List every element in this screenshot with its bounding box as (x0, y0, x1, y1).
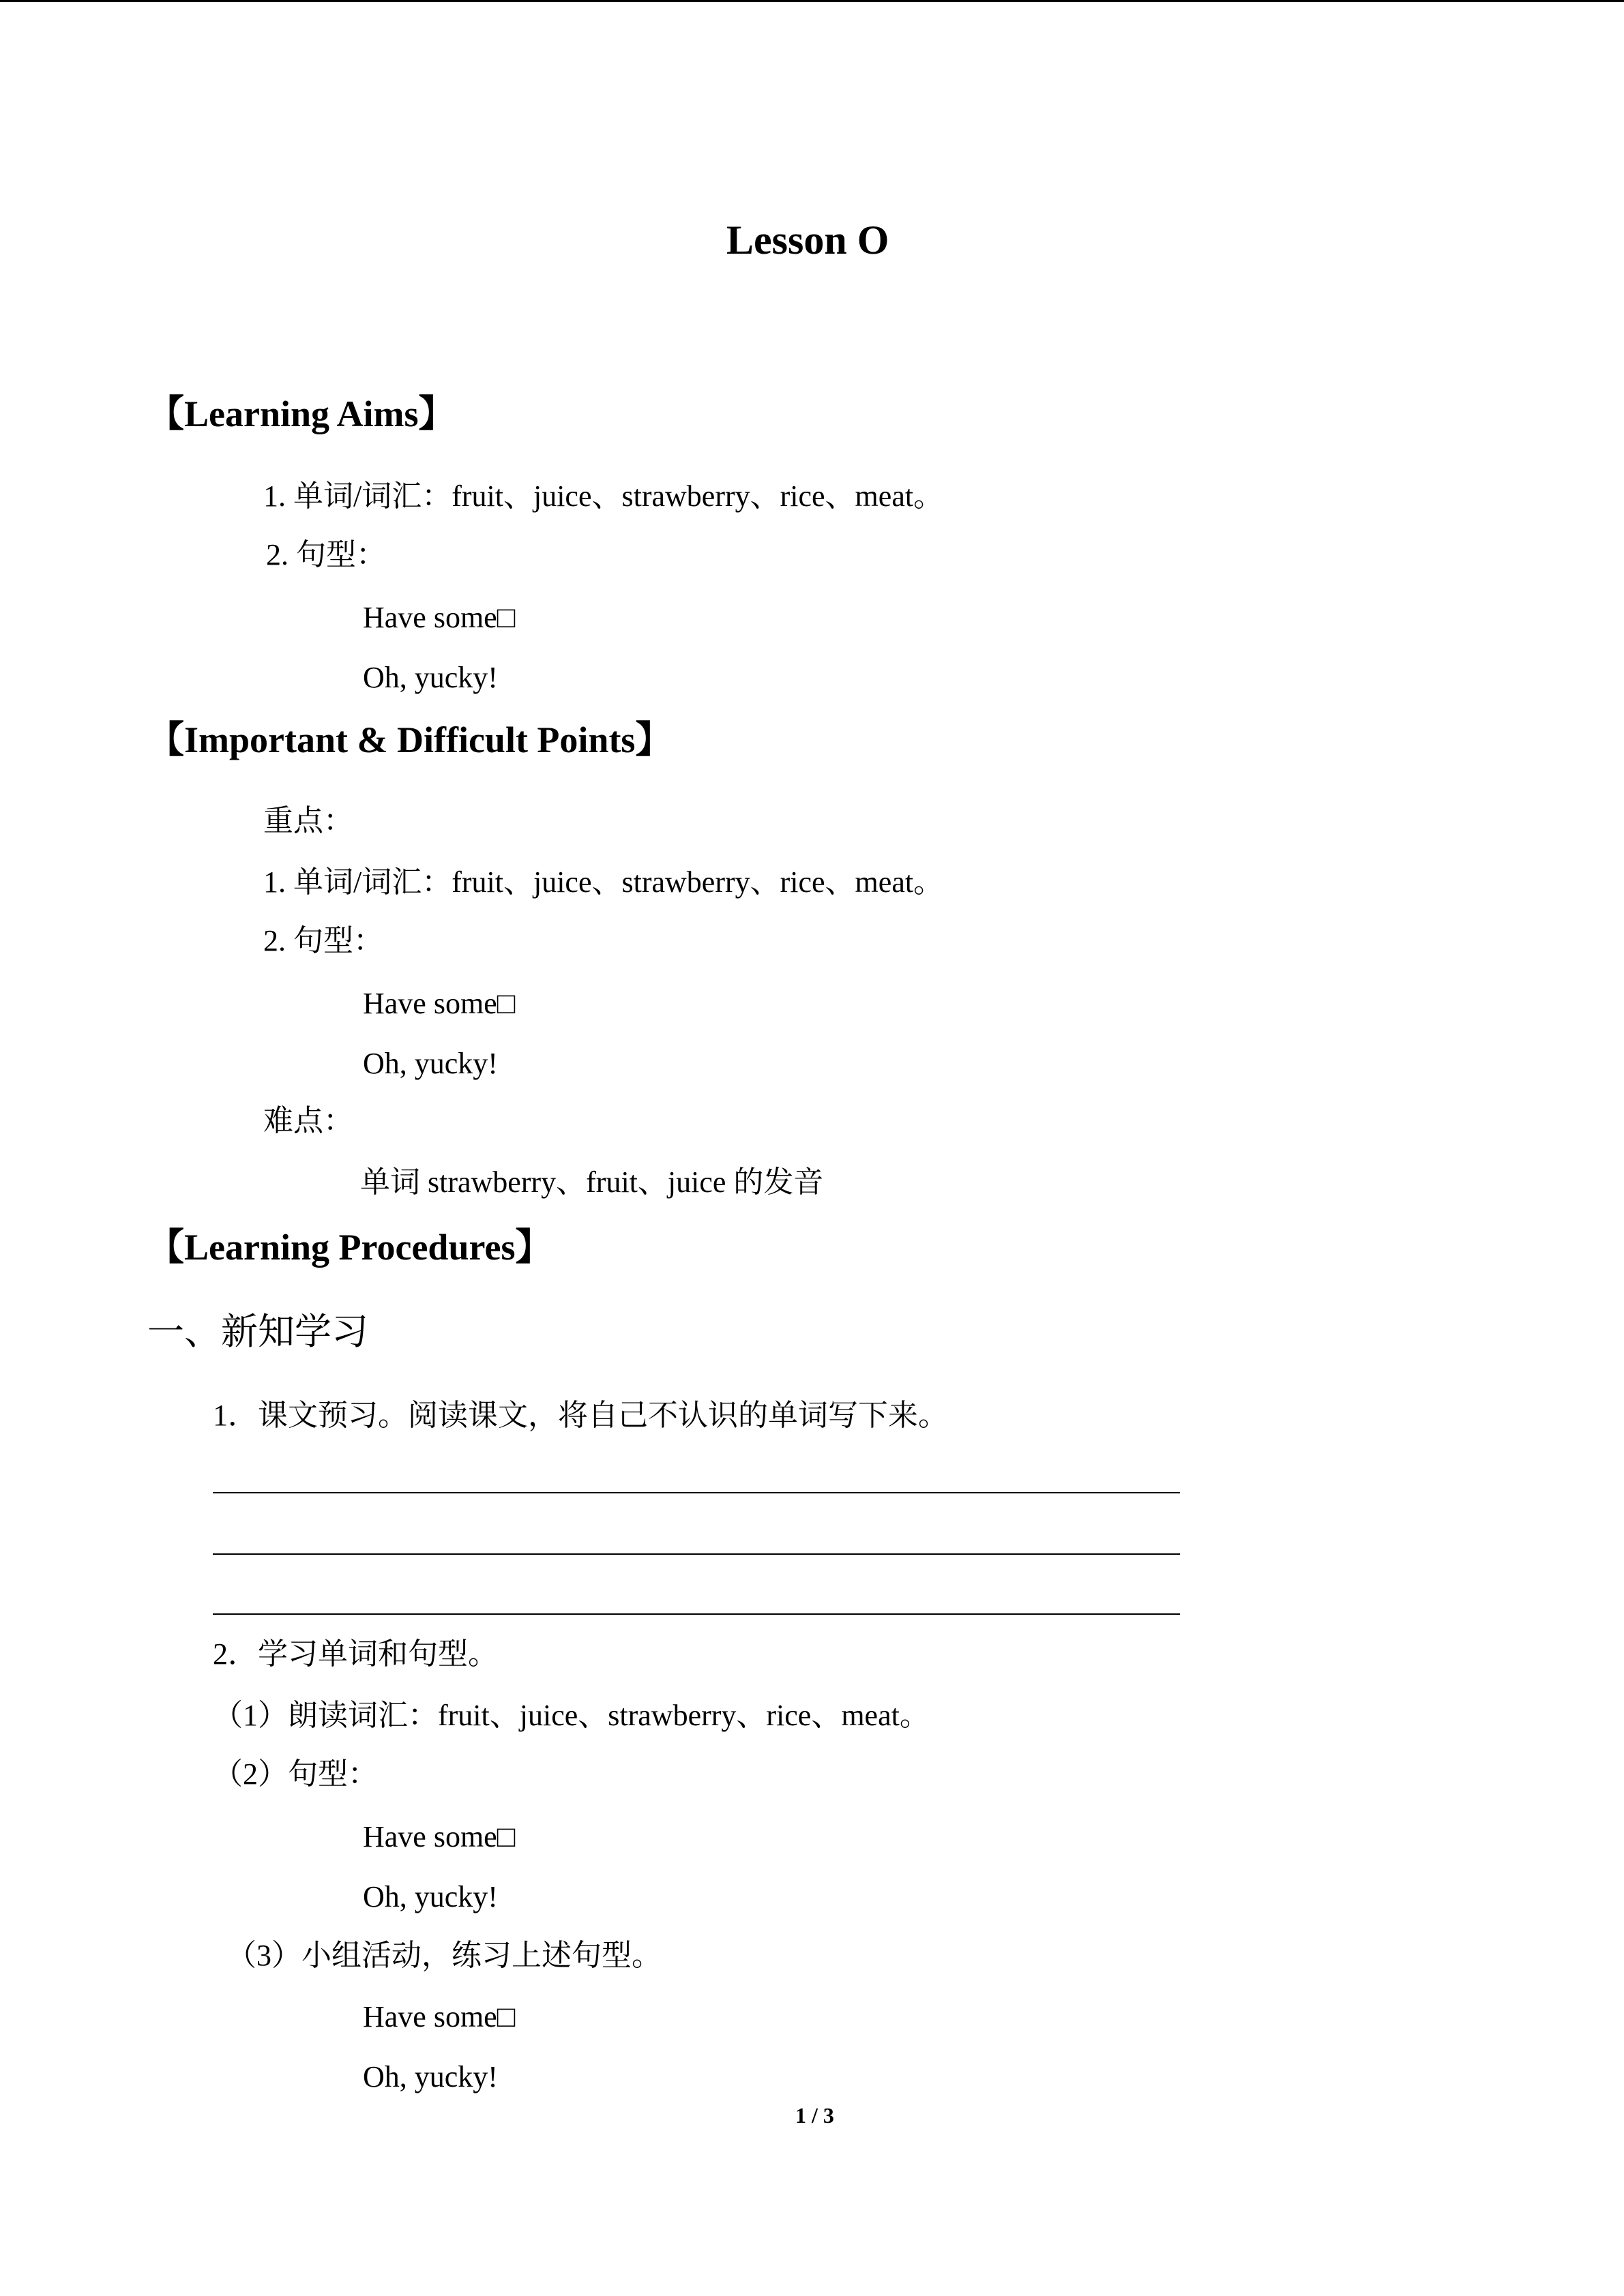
aims-sentence: Oh, yucky! (363, 661, 498, 694)
answer-line (213, 1613, 1180, 1615)
sub2-sentence: Have some□ (363, 1820, 516, 1853)
sub-read-vocabulary: （1）朗读词汇：fruit、juice、strawberry、rice、meat。 (213, 1699, 930, 1732)
aims-item-vocabulary: 1. 单词/词汇：fruit、juice、strawberry、rice、meat。 (263, 479, 944, 513)
sub3-sentence: Have some□ (363, 2000, 516, 2033)
key-points-label: 重点： (263, 804, 353, 837)
points-sentence: Have some□ (363, 987, 516, 1020)
difficult-points-label: 难点： (263, 1104, 353, 1137)
page-top-border (0, 0, 1624, 2)
aims-item-sentences: 2. 句型： (266, 538, 386, 571)
step-learn: 2．学习单词和句型。 (213, 1637, 498, 1671)
difficult-points-text: 单词 strawberry、fruit、juice 的发音 (360, 1165, 824, 1199)
aims-sentence: Have some□ (363, 601, 516, 634)
sub-group-activity: （3）小组活动，练习上述句型。 (226, 1939, 662, 1972)
page-number: 1 / 3 (795, 2103, 834, 2128)
points-sentence: Oh, yucky! (363, 1047, 498, 1080)
sub-sentences: （2）句型： (213, 1757, 378, 1791)
answer-line (213, 1492, 1180, 1493)
learning-aims-heading: 【Learning Aims】 (147, 393, 456, 434)
points-item-sentences: 2. 句型： (263, 924, 383, 957)
answer-line (213, 1553, 1180, 1555)
points-item-vocabulary: 1. 单词/词汇：fruit、juice、strawberry、rice、meat。 (263, 865, 944, 899)
section-new-knowledge: 一、新知学习 (147, 1311, 368, 1352)
step-preview: 1．课文预习。阅读课文，将自己不认识的单词写下来。 (213, 1399, 948, 1432)
points-heading: 【Important & Difficult Points】 (147, 719, 673, 760)
page-title: Lesson O (726, 218, 889, 263)
sub2-sentence: Oh, yucky! (363, 1880, 498, 1913)
sub3-sentence: Oh, yucky! (363, 2060, 498, 2093)
procedures-heading: 【Learning Procedures】 (147, 1227, 552, 1268)
